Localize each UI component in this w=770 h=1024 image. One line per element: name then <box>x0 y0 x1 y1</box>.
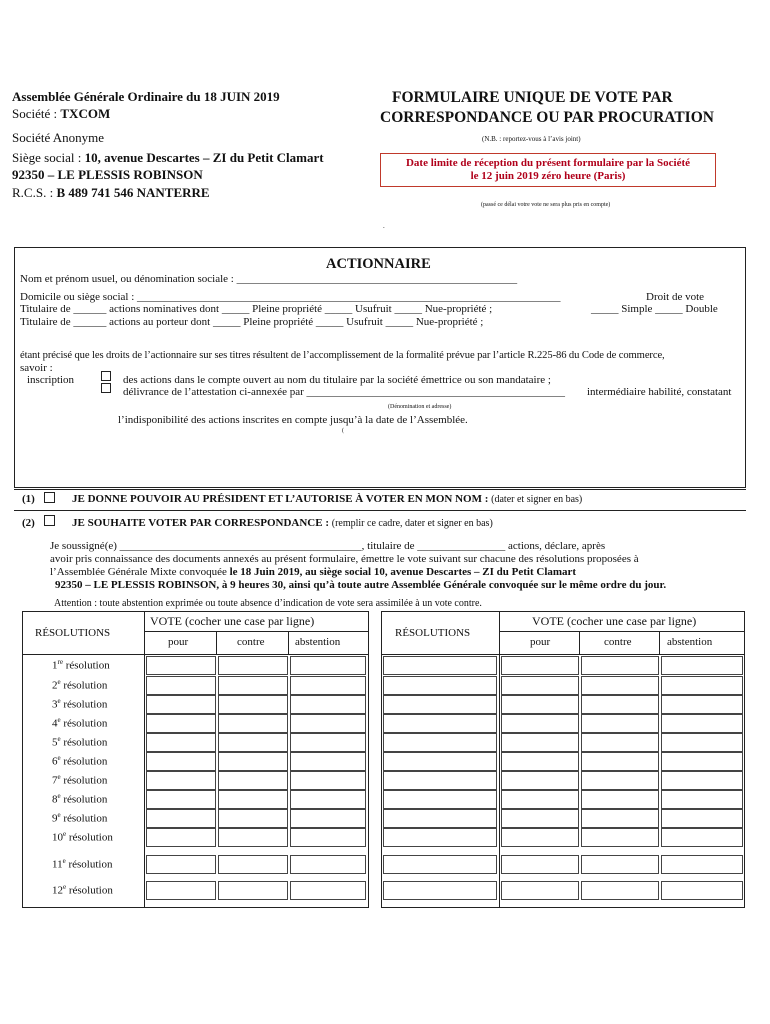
declaration-line1[interactable]: Je soussigné(e) ____________________________________________, titulaire de ________________ actions, déclare, après <box>50 540 606 552</box>
option-certificate-text[interactable]: délivrance de l’attestation ci-annexée par _______________________________________________ <box>123 386 566 398</box>
resolution-number-cell[interactable] <box>383 656 497 675</box>
resolution-label: 6e résolution <box>52 754 108 768</box>
unavailability-text: l’indisponibilité des actions inscrites en compte jusqu’à la date de l’Assemblée. <box>118 414 468 426</box>
vote-for-checkbox[interactable] <box>146 790 216 809</box>
option1-checkbox[interactable] <box>44 492 55 503</box>
resolution-label: 10e résolution <box>52 830 113 844</box>
left-col-abstain: abstention <box>295 636 341 648</box>
hq-label: Siège social : <box>12 150 85 165</box>
vote-abstain-checkbox[interactable] <box>290 676 366 695</box>
left-table-divider <box>144 611 145 908</box>
company-type: Société Anonyme <box>12 130 105 145</box>
denomination-note: (Dénomination et adresse) <box>388 404 452 410</box>
savoir-label: savoir : <box>20 362 53 374</box>
resolution-label: 9e résolution <box>52 811 108 825</box>
shareholder-heading: ACTIONNAIRE <box>326 256 431 272</box>
option1-number: (1) <box>22 493 35 505</box>
vote-abstain-checkbox[interactable] <box>290 790 366 809</box>
vote-against-checkbox[interactable] <box>218 752 288 771</box>
vote-for-checkbox[interactable] <box>501 695 579 714</box>
vote-abstain-checkbox[interactable] <box>661 771 743 790</box>
vote-for-checkbox[interactable] <box>146 881 216 900</box>
divider-middle <box>14 510 746 511</box>
vote-abstain-checkbox[interactable] <box>661 656 743 675</box>
vote-for-checkbox[interactable] <box>501 771 579 790</box>
resolution-number-cell[interactable] <box>383 752 497 771</box>
right-col-against: contre <box>604 636 632 648</box>
vote-for-checkbox[interactable] <box>146 809 216 828</box>
declaration-line3-b: le 18 Juin 2019, au siège social 10, avenue Descartes – ZI du Petit Clamart <box>229 566 577 578</box>
bearer-shares-line[interactable]: Titulaire de ______ actions au porteur dont _____ Pleine propriété _____ Usufruit _____ Nue-propriété ; <box>20 316 484 328</box>
resolution-label: 11e résolution <box>52 857 113 871</box>
vote-for-checkbox[interactable] <box>501 790 579 809</box>
vote-abstain-checkbox[interactable] <box>661 790 743 809</box>
left-table-header-bottom <box>22 654 369 655</box>
vote-for-checkbox[interactable] <box>146 771 216 790</box>
resolution-number-cell[interactable] <box>383 695 497 714</box>
vote-for-checkbox[interactable] <box>146 733 216 752</box>
right-table-header-bottom <box>381 654 745 655</box>
vote-for-checkbox[interactable] <box>501 855 579 874</box>
form-title-line1: FORMULAIRE UNIQUE DE VOTE PAR <box>392 89 673 106</box>
vote-against-checkbox[interactable] <box>581 855 659 874</box>
left-resolutions-header: RÉSOLUTIONS <box>35 627 111 639</box>
left-vote-header: VOTE (cocher une case par ligne) <box>150 614 315 628</box>
deadline-dot: . <box>383 222 385 230</box>
vote-right-fields[interactable]: _____ Simple _____ Double <box>591 303 718 315</box>
vote-for-checkbox[interactable] <box>146 828 216 847</box>
rcs-line <box>12 185 210 201</box>
vote-for-checkbox[interactable] <box>501 881 579 900</box>
vote-against-checkbox[interactable] <box>218 714 288 733</box>
option2-hint: (remplir ce cadre, dater et signer en bas) <box>331 518 493 529</box>
vote-for-checkbox[interactable] <box>146 752 216 771</box>
resolution-label: 1re résolution <box>52 658 110 672</box>
vote-for-checkbox[interactable] <box>146 855 216 874</box>
name-field[interactable]: Nom et prénom usuel, ou dénomination sociale : ___________________________________________________ <box>20 273 518 285</box>
inscription-label: inscription <box>27 374 75 386</box>
resolution-number-cell[interactable] <box>383 676 497 695</box>
vote-abstain-checkbox[interactable] <box>290 809 366 828</box>
domicile-field[interactable]: Domicile ou siège social : _____________________________________________________________________________ <box>20 291 561 303</box>
vote-abstain-checkbox[interactable] <box>290 714 366 733</box>
vote-abstain-checkbox[interactable] <box>290 695 366 714</box>
left-col-against: contre <box>237 636 265 648</box>
meeting-title: Assemblée Générale Ordinaire du 18 JUIN 2019 <box>12 89 280 104</box>
declaration-line4: 92350 – LE PLESSIS ROBINSON, à 9 heures 30, ainsi qu’à toute autre Assemblée Générale convoquée sur le même ordre du jour. <box>55 579 667 591</box>
option-certificate-text-end: intermédiaire habilité, constatant <box>587 386 732 398</box>
right-table-divider <box>499 611 500 908</box>
option1-hint: (dater et signer en bas) <box>491 494 583 505</box>
vote-abstain-checkbox[interactable] <box>661 695 743 714</box>
resolution-number-cell[interactable] <box>383 855 497 874</box>
resolution-label: 4e résolution <box>52 716 108 730</box>
resolution-number-cell[interactable] <box>383 714 497 733</box>
deadline-line1: Date limite de réception du présent formulaire par la Société <box>405 157 690 169</box>
vote-for-checkbox[interactable] <box>501 809 579 828</box>
vote-abstain-checkbox[interactable] <box>290 881 366 900</box>
vote-against-checkbox[interactable] <box>218 771 288 790</box>
vote-abstain-checkbox[interactable] <box>290 656 366 675</box>
deadline-box <box>380 153 716 187</box>
vote-against-checkbox[interactable] <box>218 809 288 828</box>
declaration-line3-a: l’Assemblée Générale Mixte convoquée <box>50 566 230 578</box>
vote-against-checkbox[interactable] <box>218 881 288 900</box>
form-title-line2: CORRESPONDANCE OU PAR PROCURATION <box>380 109 714 126</box>
vote-abstain-checkbox[interactable] <box>661 855 743 874</box>
right-col-sep-1 <box>579 631 580 654</box>
right-col-for: pour <box>530 636 551 648</box>
hq-city: 92350 – LE PLESSIS ROBINSON <box>12 167 203 182</box>
resolution-number-cell[interactable] <box>383 809 497 828</box>
company-line <box>12 106 110 122</box>
vote-for-checkbox[interactable] <box>146 714 216 733</box>
vote-for-checkbox[interactable] <box>501 656 579 675</box>
resolution-number-cell[interactable] <box>383 828 497 847</box>
vote-against-checkbox[interactable] <box>218 733 288 752</box>
vote-against-checkbox[interactable] <box>218 695 288 714</box>
left-col-sep-2 <box>288 631 289 654</box>
rcs-label: R.C.S. : <box>12 185 57 200</box>
left-col-for: pour <box>168 636 189 648</box>
vote-against-checkbox[interactable] <box>581 790 659 809</box>
option2-checkbox[interactable] <box>44 515 55 526</box>
resolution-label: 2e résolution <box>52 678 108 692</box>
right-table-vote-subdivider <box>499 631 745 632</box>
attention-note: Attention : toute abstention exprimée ou toute absence d’indication de vote sera assimilée à un vote contre. <box>54 598 482 609</box>
vote-abstain-checkbox[interactable] <box>661 752 743 771</box>
form-title-note: (N.B. : reportez-vous à l’avis joint) <box>482 135 581 143</box>
rcs-value: B 489 741 546 NANTERRE <box>56 185 210 200</box>
declaration-line2: avoir pris connaissance des documents annexés au présent formulaire, émettre le vote suivant sur chacune des résolutions proposées à <box>50 553 639 565</box>
option2-text: JE SOUHAITE VOTER PAR CORRESPONDANCE : <box>72 517 329 529</box>
vote-abstain-checkbox[interactable] <box>661 733 743 752</box>
left-table-vote-subdivider <box>144 631 369 632</box>
vote-against-checkbox[interactable] <box>218 828 288 847</box>
company-name: TXCOM <box>60 106 111 121</box>
vote-against-checkbox[interactable] <box>218 656 288 675</box>
resolution-label: 5e résolution <box>52 735 108 749</box>
vote-abstain-checkbox[interactable] <box>290 771 366 790</box>
resolution-number-cell[interactable] <box>383 790 497 809</box>
resolution-number-cell[interactable] <box>383 881 497 900</box>
hq-address: 10, avenue Descartes – ZI du Petit Clamart <box>84 150 324 165</box>
vote-abstain-checkbox[interactable] <box>661 828 743 847</box>
rights-text: étant précisé que les droits de l’actionnaire sur ses titres résultent de l’accomplissement de la formalité prévue par l’article R.225-86 du Code de commerce, <box>20 350 665 361</box>
hq-line <box>12 150 324 166</box>
vote-for-checkbox[interactable] <box>501 714 579 733</box>
right-resolutions-header: RÉSOLUTIONS <box>395 627 471 639</box>
resolution-label: 8e résolution <box>52 792 108 806</box>
vote-for-checkbox[interactable] <box>501 733 579 752</box>
nominative-shares-line[interactable]: Titulaire de ______ actions nominatives dont _____ Pleine propriété _____ Usufruit _____ Nue-propriété ; <box>20 303 493 315</box>
vote-abstain-checkbox[interactable] <box>290 828 366 847</box>
vote-against-checkbox[interactable] <box>218 790 288 809</box>
declaration-line3 <box>50 566 576 578</box>
vote-for-checkbox[interactable] <box>146 695 216 714</box>
option1-text: JE DONNE POUVOIR AU PRÉSIDENT ET L’AUTORISE À VOTER EN MON NOM : <box>72 493 489 505</box>
small-mark: ( <box>342 428 344 434</box>
option-account-text: des actions dans le compte ouvert au nom du titulaire par la société émettrice ou son mandataire ; <box>123 374 551 386</box>
inscription-checkbox[interactable] <box>101 371 111 381</box>
vote-abstain-checkbox[interactable] <box>290 733 366 752</box>
vote-for-checkbox[interactable] <box>501 828 579 847</box>
vote-for-checkbox[interactable] <box>501 752 579 771</box>
left-col-sep-1 <box>216 631 217 654</box>
vote-abstain-checkbox[interactable] <box>661 714 743 733</box>
vote-against-checkbox[interactable] <box>581 809 659 828</box>
resolution-number-cell[interactable] <box>383 733 497 752</box>
vote-right-label: Droit de vote <box>646 291 705 303</box>
vote-against-checkbox[interactable] <box>581 656 659 675</box>
certificate-checkbox[interactable] <box>101 383 111 393</box>
vote-for-checkbox[interactable] <box>146 656 216 675</box>
vote-abstain-checkbox[interactable] <box>290 752 366 771</box>
vote-abstain-checkbox[interactable] <box>290 855 366 874</box>
divider-top <box>14 489 746 490</box>
resolution-label: 7e résolution <box>52 773 108 787</box>
right-vote-header: VOTE (cocher une case par ligne) <box>532 614 697 628</box>
vote-against-checkbox[interactable] <box>581 828 659 847</box>
option2-line <box>72 517 493 529</box>
vote-against-checkbox[interactable] <box>581 714 659 733</box>
vote-against-checkbox[interactable] <box>218 676 288 695</box>
vote-against-checkbox[interactable] <box>581 752 659 771</box>
option1-line <box>72 493 582 505</box>
vote-abstain-checkbox[interactable] <box>661 676 743 695</box>
option2-number: (2) <box>22 517 35 529</box>
vote-against-checkbox[interactable] <box>218 855 288 874</box>
vote-against-checkbox[interactable] <box>581 771 659 790</box>
deadline-line2: le 12 juin 2019 zéro heure (Paris) <box>470 170 626 182</box>
vote-against-checkbox[interactable] <box>581 733 659 752</box>
vote-for-checkbox[interactable] <box>146 676 216 695</box>
resolution-label: 12e résolution <box>52 883 113 897</box>
vote-abstain-checkbox[interactable] <box>661 809 743 828</box>
company-label: Société : <box>12 106 61 121</box>
vote-for-checkbox[interactable] <box>501 676 579 695</box>
resolution-number-cell[interactable] <box>383 771 497 790</box>
right-col-abstain: abstention <box>667 636 713 648</box>
right-col-sep-2 <box>659 631 660 654</box>
deadline-after-note: (passé ce délai votre vote ne sera plus pris en compte) <box>481 202 611 208</box>
vote-abstain-checkbox[interactable] <box>661 881 743 900</box>
vote-against-checkbox[interactable] <box>581 881 659 900</box>
resolution-label: 3e résolution <box>52 697 108 711</box>
vote-against-checkbox[interactable] <box>581 695 659 714</box>
vote-against-checkbox[interactable] <box>581 676 659 695</box>
